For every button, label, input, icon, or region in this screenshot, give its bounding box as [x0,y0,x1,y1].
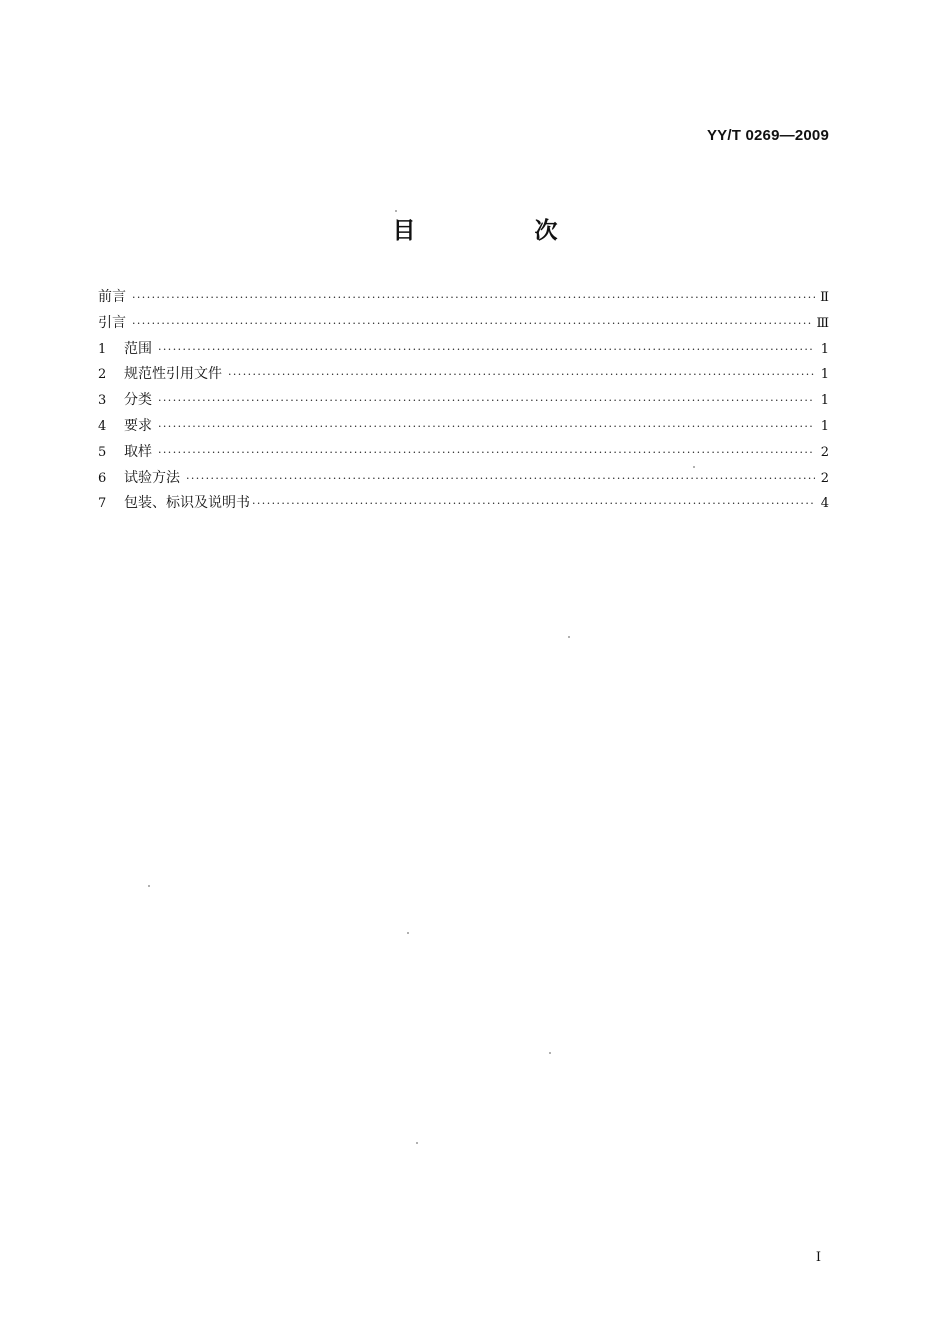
toc-entry-page: 2 [820,444,829,460]
toc-entry-number: 6 [98,470,107,486]
table-of-contents [98,285,829,517]
toc-entry-label: 范围 [124,340,152,357]
scan-speck [693,466,695,468]
scan-speck [407,932,409,934]
toc-entry-5[interactable] [98,440,829,466]
toc-entry-page: Ⅲ [816,315,829,331]
toc-leader-dots [252,491,815,517]
toc-entry-number: 7 [98,496,107,512]
toc-entry-page: 1 [820,393,829,409]
toc-entry-number: 5 [98,444,107,460]
toc-entry-page: 1 [820,418,829,434]
toc-leader-dots [186,466,815,492]
toc-entry-label: 前言 [98,289,126,305]
toc-entry-4[interactable] [98,414,829,440]
toc-entry-label: 取样 [124,443,152,460]
toc-leader-dots [158,414,815,440]
toc-entry-number: 2 [98,367,107,383]
toc-entry-page: 4 [820,496,829,512]
toc-entry-2[interactable] [98,362,829,388]
toc-entry-label: 引言 [98,314,126,331]
toc-entry-page: 1 [820,367,829,383]
toc-entry-label: 规范性引用文件 [124,366,222,383]
scan-speck [568,636,570,638]
toc-leader-dots [158,388,815,414]
toc-entry-label: 要求 [124,417,152,434]
toc-entry-1[interactable] [98,337,829,363]
toc-entry-introduction[interactable] [98,311,829,337]
toc-entry-number: 3 [98,393,107,409]
toc-entry-6[interactable] [98,466,829,492]
toc-entry-page: 2 [820,470,829,486]
toc-leader-dots [228,362,815,388]
toc-entry-page: Ⅱ [820,290,829,305]
toc-leader-dots [158,337,815,363]
toc-leader-dots [158,440,815,466]
scan-speck [416,1142,418,1144]
toc-title: 目 次 [392,218,606,244]
toc-entry-label: 包装、标识及说明书 [124,495,250,512]
toc-leader-dots [132,311,812,337]
toc-entry-number: 4 [98,418,107,434]
toc-entry-3[interactable] [98,388,829,414]
toc-entry-foreword[interactable] [98,285,829,311]
toc-leader-dots [132,285,815,311]
toc-entry-page: 1 [820,341,829,357]
toc-entry-number: 1 [98,341,107,357]
toc-entry-label: 试验方法 [124,469,180,486]
toc-entry-7[interactable] [98,491,829,517]
toc-entry-label: 分类 [124,392,152,409]
scan-speck [395,210,397,212]
standard-code: YY/T 0269—2009 [706,127,829,144]
scan-speck [148,885,150,887]
scan-speck [549,1052,551,1054]
page-number: I [815,1250,821,1265]
